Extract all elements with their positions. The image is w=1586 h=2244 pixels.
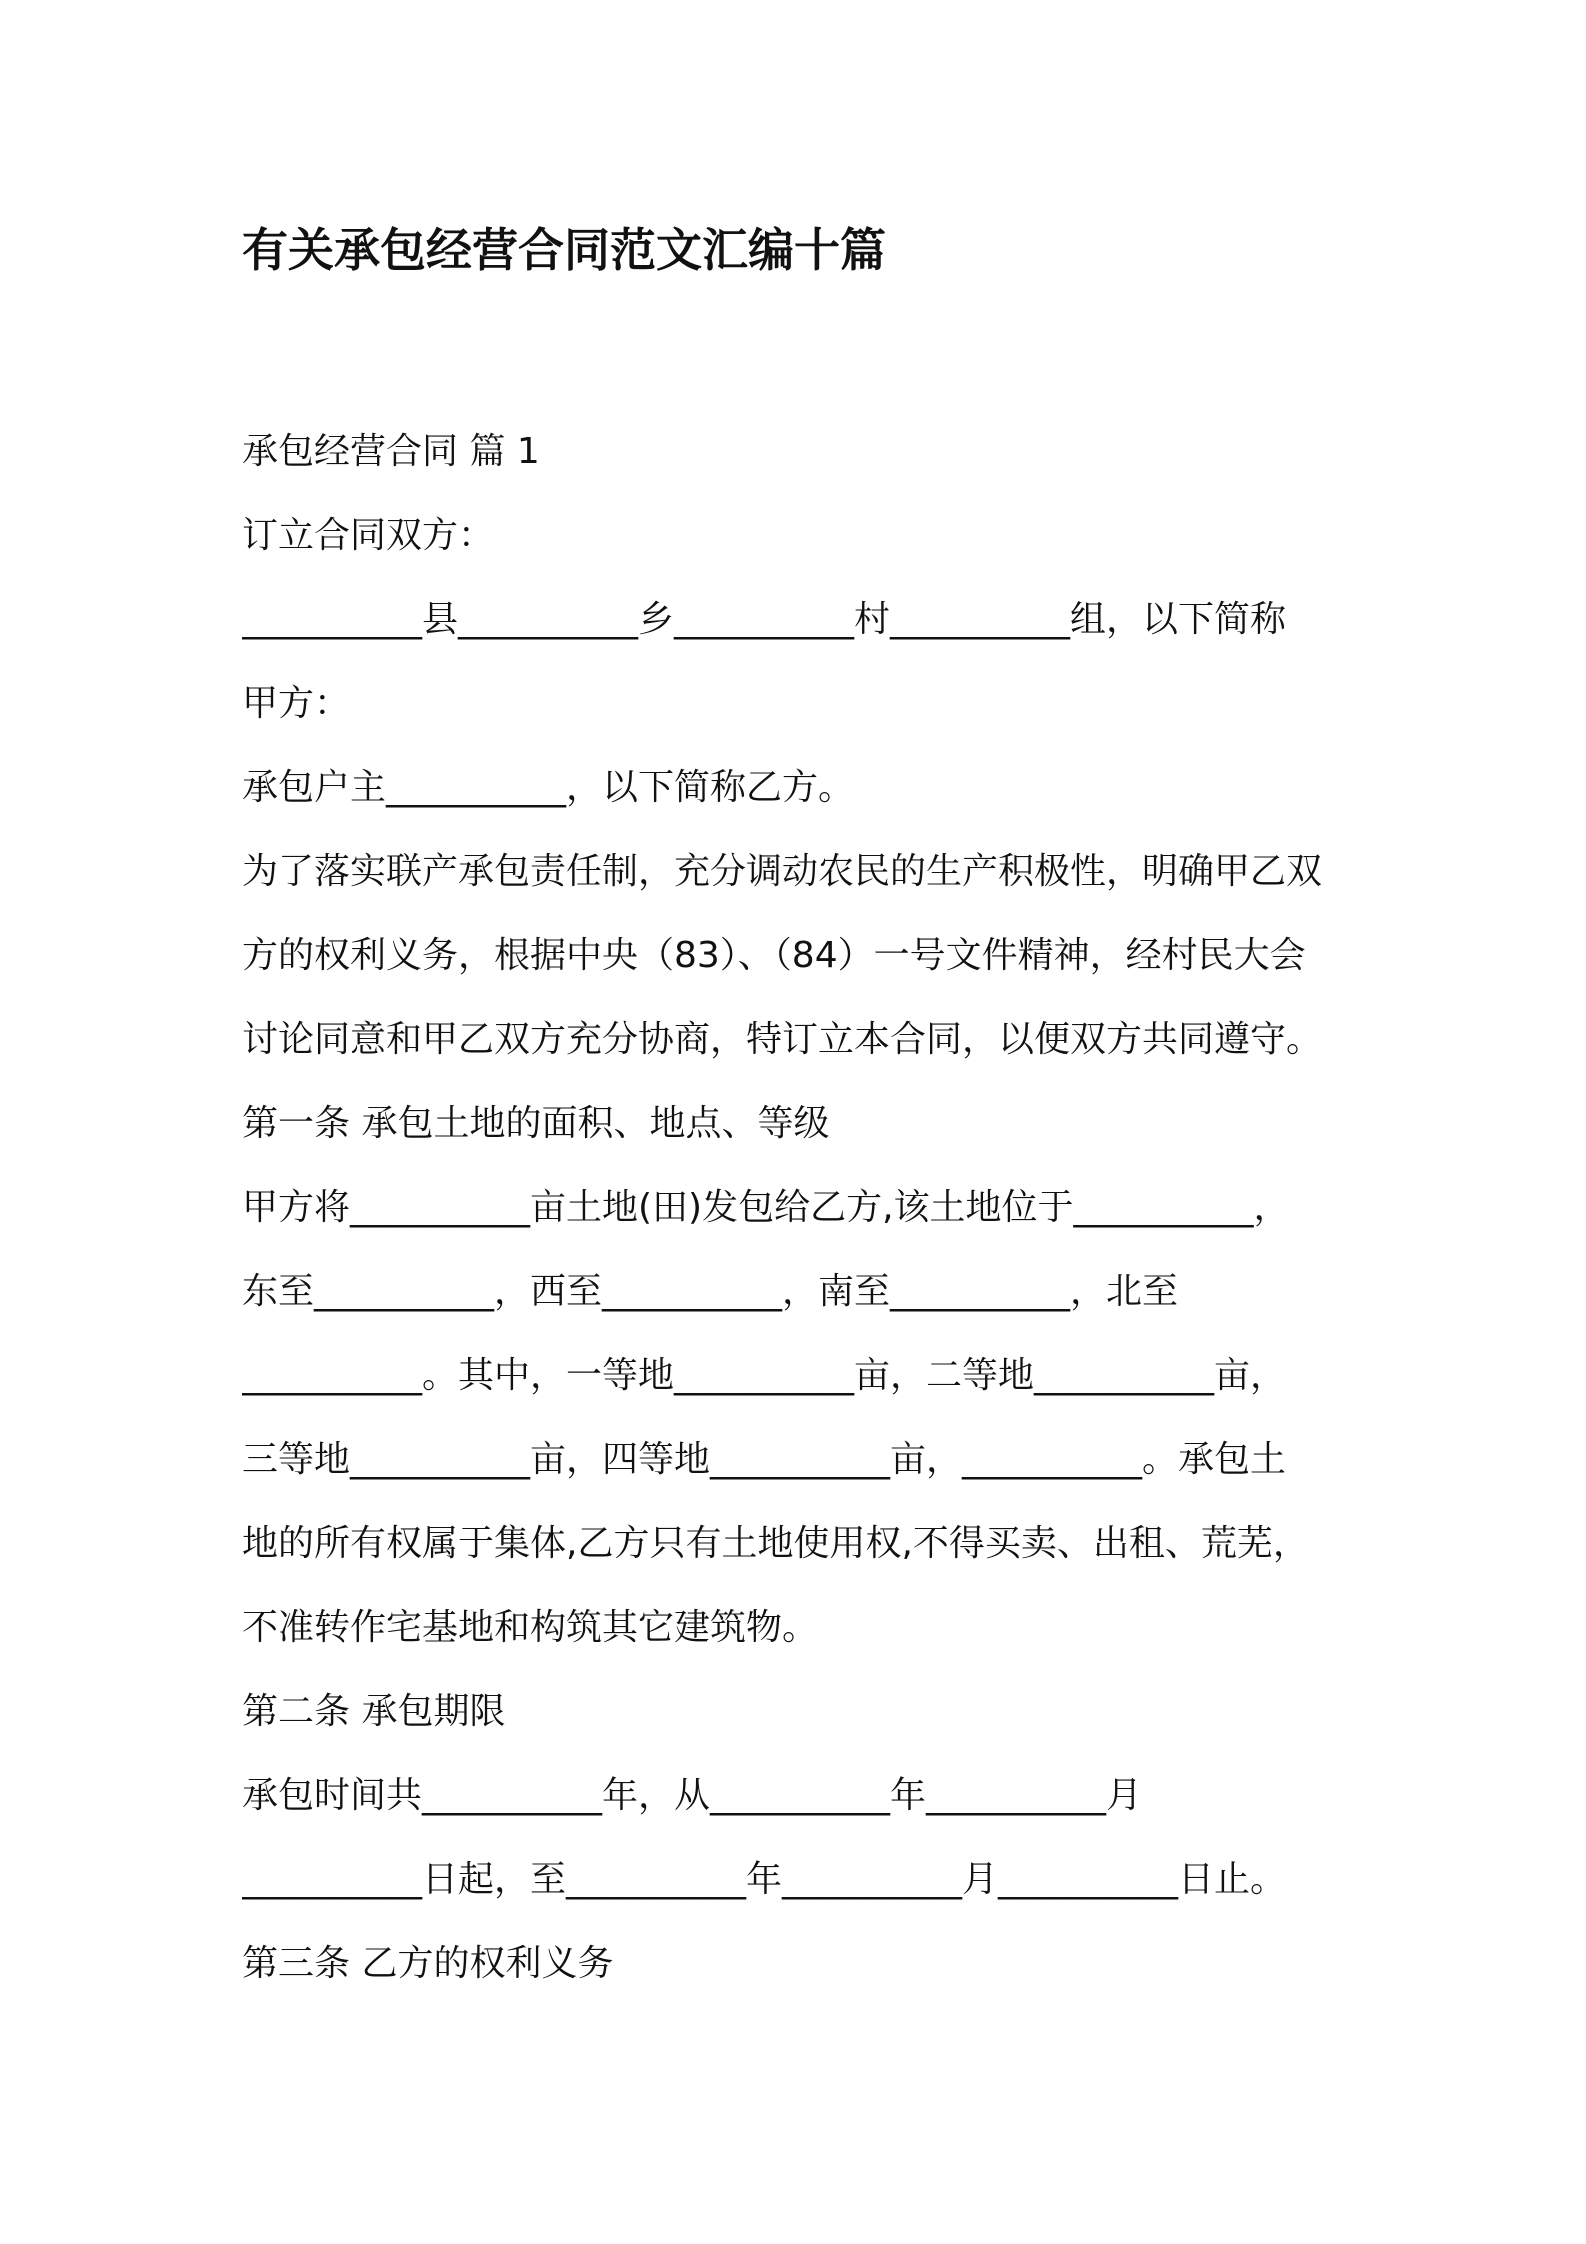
article-2-heading: 第二条 承包期限 bbox=[242, 1691, 506, 1732]
article-2-line-2: __________日起，至__________年__________月__________日止。 bbox=[242, 1859, 1287, 1900]
preamble-line-2: 方的权利义务，根据中央（83）、（84）一号文件精神，经村民大会 bbox=[242, 935, 1306, 976]
section-heading-part-1: 承包经营合同 篇 1 bbox=[242, 431, 540, 472]
document-body bbox=[242, 410, 1362, 2006]
article-1-line-5: 地的所有权属于集体,乙方只有土地使用权,不得买卖、出租、荒芜， bbox=[242, 1523, 1309, 1564]
preamble-line-3: 讨论同意和甲乙双方充分协商，特订立本合同，以便双方共同遵守。 bbox=[242, 1019, 1323, 1060]
party-a-label: 甲方： bbox=[242, 683, 351, 724]
party-a-address-line: __________县__________乡__________村__________组，以下简称 bbox=[242, 599, 1287, 640]
article-1-heading: 第一条 承包土地的面积、地点、等级 bbox=[242, 1103, 830, 1144]
article-1-line-1: 甲方将__________亩土地(田)发包给乙方,该土地位于__________， bbox=[242, 1187, 1290, 1228]
article-2-line-1: 承包时间共__________年，从__________年__________月 bbox=[242, 1775, 1143, 1816]
article-1-line-6: 不准转作宅基地和构筑其它建筑物。 bbox=[242, 1607, 819, 1648]
parties-label: 订立合同双方： bbox=[242, 515, 495, 556]
article-1-line-4: 三等地__________亩，四等地__________亩，__________。承包土 bbox=[242, 1439, 1287, 1480]
article-1-line-2: 东至__________，西至__________，南至__________，北至 bbox=[242, 1271, 1179, 1312]
document-title: 有关承包经营合同范文汇编十篇 bbox=[242, 223, 886, 277]
party-b-line: 承包户主__________，以下简称乙方。 bbox=[242, 767, 855, 808]
article-3-heading: 第三条 乙方的权利义务 bbox=[242, 1943, 614, 1984]
article-1-line-3: __________。其中，一等地__________亩，二等地__________亩， bbox=[242, 1355, 1287, 1396]
preamble-line-1: 为了落实联产承包责任制，充分调动农民的生产积极性，明确甲乙双 bbox=[242, 851, 1323, 892]
